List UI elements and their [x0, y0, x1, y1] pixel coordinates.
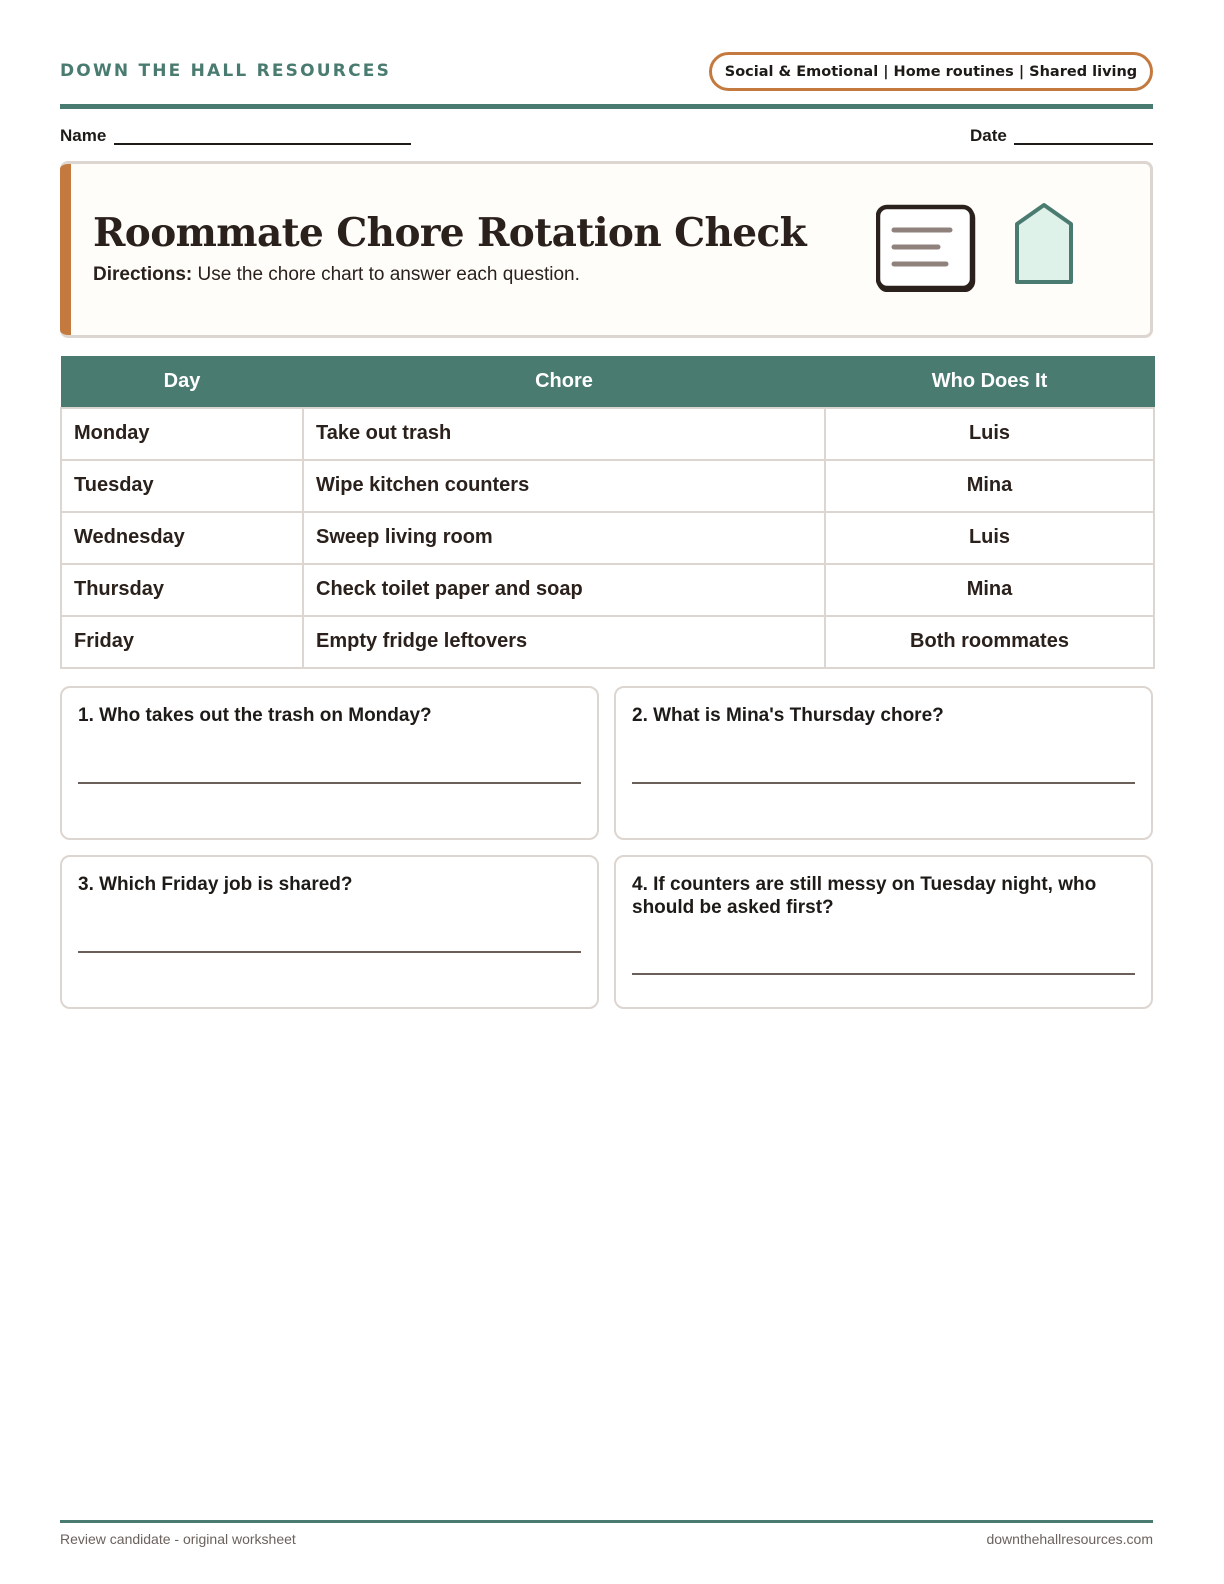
footer-rule [60, 1520, 1153, 1523]
footer-website: downthehallresources.com [986, 1531, 1153, 1547]
who-cell: Luis [825, 408, 1154, 460]
title-card [60, 161, 1153, 338]
day-cell: Monday [61, 408, 303, 460]
header-rule [60, 104, 1153, 109]
question-card-3 [60, 855, 599, 1009]
table-row [61, 460, 1154, 512]
column-header-who: Who Does It [825, 357, 1154, 408]
question-text: 4. If counters are still messy on Tuesday night, who should be asked first? [632, 874, 1097, 918]
column-header-chore: Chore [303, 357, 825, 408]
question-card-4 [614, 855, 1153, 1009]
table-row [61, 512, 1154, 564]
who-cell: Both roommates [825, 616, 1154, 668]
footer-note: Review candidate - original worksheet [60, 1531, 296, 1547]
table-row [61, 564, 1154, 616]
chore-cell: Wipe kitchen counters [303, 460, 825, 512]
table-header-row [61, 357, 1154, 408]
who-cell: Luis [825, 512, 1154, 564]
day-cell: Wednesday [61, 512, 303, 564]
name-label: Name [60, 126, 107, 145]
question-text: 1. Who takes out the trash on Monday? [78, 705, 432, 726]
day-cell: Tuesday [61, 460, 303, 512]
day-cell: Friday [61, 616, 303, 668]
directions-text: Use the chore chart to answer each question. [197, 264, 580, 285]
question-text: 2. What is Mina's Thursday chore? [632, 705, 944, 726]
table-row [61, 408, 1154, 460]
chore-cell: Empty fridge leftovers [303, 616, 825, 668]
table-row [61, 616, 1154, 668]
document-list-icon [876, 204, 976, 292]
directions-label: Directions: [93, 264, 193, 285]
column-header-day: Day [61, 357, 303, 408]
title-card-accent-bar [60, 164, 71, 335]
answer-line[interactable] [632, 782, 1135, 784]
answer-line[interactable] [78, 951, 581, 953]
who-cell: Mina [825, 460, 1154, 512]
day-cell: Thursday [61, 564, 303, 616]
date-label: Date [970, 126, 1007, 145]
answer-line[interactable] [78, 782, 581, 784]
worksheet-title: Roommate Chore Rotation Check [93, 210, 807, 256]
brand-name: DOWN THE HALL RESOURCES [60, 61, 392, 81]
chore-cell: Sweep living room [303, 512, 825, 564]
who-cell: Mina [825, 564, 1154, 616]
house-icon [1013, 202, 1075, 284]
chore-cell: Take out trash [303, 408, 825, 460]
question-card-2 [614, 686, 1153, 840]
question-card-1 [60, 686, 599, 840]
chore-cell: Check toilet paper and soap [303, 564, 825, 616]
answer-line[interactable] [632, 973, 1135, 975]
topic-tags-badge: Social & Emotional | Home routines | Shared living [709, 52, 1153, 91]
name-answer-line[interactable] [114, 143, 411, 145]
chore-chart-table [60, 356, 1155, 669]
question-text: 3. Which Friday job is shared? [78, 874, 353, 895]
date-answer-line[interactable] [1014, 143, 1153, 145]
directions [93, 264, 580, 286]
